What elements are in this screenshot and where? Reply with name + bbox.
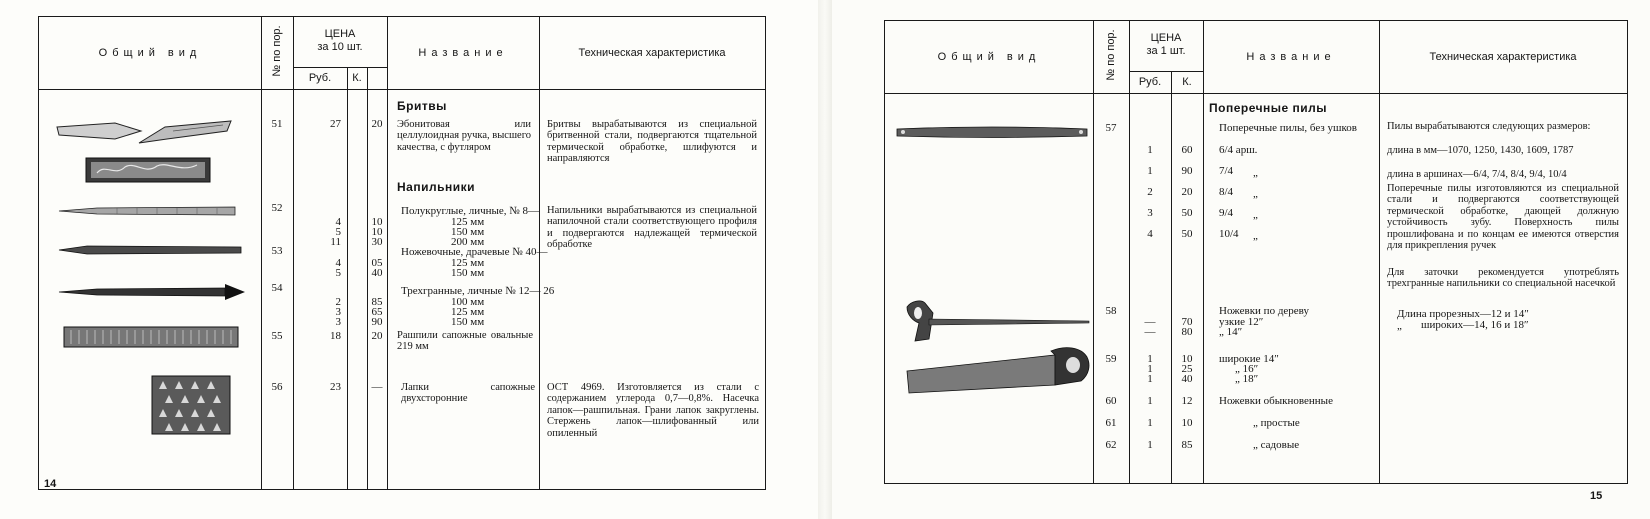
item-no-57: 57 (1105, 122, 1117, 134)
triangular-file-illustration (57, 283, 247, 301)
price-rub-55: 18 (330, 330, 341, 342)
price-rub-58b: — (1144, 326, 1156, 338)
col-header-general-view-right: Общий вид (937, 50, 1041, 63)
spec-sharpening: Для заточки рекомендуется употреблять трехгранные напильники со специальной насечкой (1387, 267, 1619, 290)
ditto-57d: „ (1253, 209, 1258, 221)
price-kop-57c: 20 (1181, 186, 1193, 198)
price-rub-62: 1 (1147, 439, 1153, 451)
item-no-60: 60 (1105, 395, 1117, 407)
price-kop-60: 12 (1181, 395, 1193, 407)
price-kop-51: 20 (371, 118, 383, 130)
item-no-62: 62 (1105, 439, 1117, 451)
price-rub-52a: 4 (335, 216, 341, 228)
size-57d: 9/4 (1219, 207, 1234, 219)
size-57b: 7/4 (1219, 165, 1234, 177)
price-rub-57a: 1 (1147, 144, 1153, 156)
col-header-spec-right: Техническая характеристика (1429, 50, 1577, 63)
item-name-57: Поперечные пилы, без ушков (1219, 122, 1357, 134)
col-header-name-right: Название (1246, 50, 1336, 63)
item-name-51: Эбонитовая или целлулоидная ручка, высшего качества, с футляром (397, 119, 531, 153)
spec-length-wide: широких—14, 16 и 18″ (1421, 319, 1529, 331)
size-52c: 200 мм (451, 236, 485, 248)
col-header-item-no-right: № по пор. (1105, 29, 1117, 81)
spec-lapki: ОСТ 4969. Изготовляется из стали с содержанием углерода 0,7—0,8%. Насечка лапок—рашпильная. Грани лапок закруглены. Стержень лапок—шлифованный или опиленный (547, 382, 759, 439)
size-58a: узкие 12″ (1219, 316, 1264, 328)
price-rub-59a: 1 (1147, 353, 1153, 365)
item-name-52: Полукруглые, личные, № 8— (401, 205, 540, 217)
item-no-54: 54 (271, 282, 283, 294)
col-header-general-view: Общий вид (98, 46, 202, 59)
price-rub-57b: 1 (1147, 165, 1153, 177)
spec-sizes-intro: Пилы вырабатываются следующих размеров: (1387, 121, 1591, 132)
size-52b: 150 мм (451, 226, 485, 238)
page-number-right: 15 (1590, 490, 1603, 502)
size-57a: 6/4 арш. (1219, 144, 1258, 156)
price-kop-53a: 05 (371, 257, 383, 269)
book-gutter (818, 0, 832, 519)
item-no-59: 59 (1105, 353, 1117, 365)
hacksaw-file-illustration (57, 244, 243, 256)
item-no-61: 61 (1105, 417, 1117, 429)
price-rub-53a: 4 (335, 257, 341, 269)
size-54c: 150 мм (451, 316, 485, 328)
item-name-54: Трехгранные, личные № 12— 26 (401, 285, 555, 297)
price-rub-52c: 11 (330, 236, 341, 248)
col-header-price-right (1129, 25, 1203, 65)
size-53a: 125 мм (451, 257, 485, 269)
price-rub-58a: — (1144, 316, 1156, 328)
price-label-right: ЦЕНА (1150, 32, 1182, 44)
price-label: ЦЕНА (324, 28, 356, 40)
price-kop-52a: 10 (371, 216, 383, 228)
spec-razors: Бритвы вырабатываются из специальной бритвенной стали, подвергаются тщательной термической обработке, шлифуются и направляются (547, 119, 757, 165)
price-rub-57c: 2 (1147, 186, 1153, 198)
item-name-58: Ножевки по дереву (1219, 305, 1309, 317)
col-header-kop: К. (352, 71, 362, 84)
price-kop-58b: 80 (1181, 326, 1193, 338)
item-no-51: 51 (271, 118, 283, 130)
item-no-56: 56 (271, 381, 283, 393)
item-no-58: 58 (1105, 305, 1117, 317)
size-54b: 125 мм (451, 306, 485, 318)
price-rub-57e: 4 (1147, 228, 1153, 240)
size-54a: 100 мм (451, 296, 485, 308)
right-page (832, 0, 1650, 519)
price-rub-59b: 1 (1147, 363, 1153, 375)
price-per-label: за 10 шт. (317, 41, 363, 53)
page-number-left: 14 (44, 478, 57, 490)
price-kop-52b: 10 (371, 226, 383, 238)
item-no-55: 55 (271, 330, 283, 342)
spec-sizes-mm: длина в мм—1070, 1250, 1430, 1609, 1787 (1387, 145, 1574, 156)
col-header-spec: Техническая характеристика (578, 46, 726, 59)
price-rub-54c: 3 (335, 316, 341, 328)
item-no-53: 53 (271, 245, 283, 257)
item-name-62: „ садовые (1253, 439, 1300, 451)
item-name-56: Лапки сапожные двухсторонние (401, 382, 535, 405)
ditto-57c: „ (1253, 188, 1258, 200)
rasp-illustration (63, 326, 239, 348)
price-kop-54b: 65 (371, 306, 383, 318)
price-per-label-right: за 1 шт. (1146, 45, 1186, 57)
section-title-crosscut: Поперечные пилы (1209, 101, 1328, 115)
price-rub-51: 27 (330, 118, 341, 130)
price-rub-56: 23 (330, 381, 341, 393)
price-kop-57d: 50 (1181, 207, 1193, 219)
price-rub-54a: 2 (335, 296, 341, 308)
col-header-item-no: № по пор. (271, 25, 283, 77)
col-header-rub: Руб. (308, 71, 332, 84)
right-table (884, 20, 1628, 484)
size-59c: „ 18″ (1235, 373, 1259, 385)
spec-length-wide-ditto: „ (1397, 320, 1402, 332)
razor-case-illustration (85, 157, 211, 183)
spec-sizes-arsh: длина в аршинах—6/4, 7/4, 8/4, 9/4, 10/4 (1387, 169, 1567, 180)
narrow-handsaw-illustration (903, 299, 1093, 343)
price-rub-59c: 1 (1147, 373, 1153, 385)
price-kop-57b: 90 (1181, 165, 1193, 177)
section-title-files: Напильники (397, 180, 475, 194)
price-kop-56: — (371, 381, 383, 393)
ditto-57e: „ (1253, 230, 1258, 242)
price-rub-60: 1 (1147, 395, 1153, 407)
size-52a: 125 мм (451, 216, 485, 228)
item-name-60: Ножевки обыкновенные (1219, 395, 1333, 407)
left-table (38, 16, 766, 490)
price-kop-53b: 40 (371, 267, 383, 279)
item-name-53: Ножевочные, драчевые № 40— (401, 246, 548, 258)
left-page (0, 0, 818, 519)
section-title-razors: Бритвы (397, 99, 447, 113)
half-round-file-illustration (57, 205, 237, 217)
price-kop-59b: 25 (1181, 363, 1193, 375)
price-kop-57a: 60 (1181, 144, 1193, 156)
price-rub-57d: 3 (1147, 207, 1153, 219)
price-kop-55: 20 (371, 330, 383, 342)
crosscut-saw-illustration (895, 123, 1089, 139)
shoe-lapki-illustration (151, 375, 231, 435)
razor-illustration (55, 117, 235, 153)
price-kop-61: 10 (1181, 417, 1193, 429)
price-kop-57e: 50 (1181, 228, 1193, 240)
size-53b: 150 мм (451, 267, 485, 279)
price-kop-59a: 10 (1181, 353, 1193, 365)
item-name-61: „ простые (1253, 417, 1300, 429)
size-59a: широкие 14″ (1219, 353, 1279, 365)
size-57c: 8/4 (1219, 186, 1234, 198)
col-header-kop-right: К. (1182, 75, 1192, 88)
col-header-price (293, 21, 387, 61)
col-header-name: Название (418, 46, 508, 59)
price-kop-54c: 90 (371, 316, 383, 328)
price-rub-52b: 5 (335, 226, 341, 238)
price-kop-54a: 85 (371, 296, 383, 308)
price-rub-54b: 3 (335, 306, 341, 318)
price-kop-59c: 40 (1181, 373, 1193, 385)
size-58b: „ 14″ (1219, 326, 1243, 338)
item-name-55: Рашпили сапожные овальные 219 мм (397, 330, 533, 353)
price-rub-61: 1 (1147, 417, 1153, 429)
spec-files: Напильники вырабатываются из специальной напилочной стали соответствующего профиля и подвергаются надлежащей термической обработке (547, 205, 757, 251)
wide-handsaw-illustration (905, 345, 1095, 395)
size-57e: 10/4 (1219, 228, 1239, 240)
spec-crosscut-desc: Поперечные пилы изготовляются из специальной стали и подвергаются соответствующей термической обработке, дающей должную устойчивость зубу. Поверхность пилы прошлифована и по концам ее имеются отверстия для прикрепления ручек (1387, 183, 1619, 252)
price-kop-52c: 30 (371, 236, 383, 248)
col-header-rub-right: Руб. (1138, 75, 1162, 88)
ditto-57b: „ (1253, 167, 1258, 179)
item-no-52: 52 (271, 202, 283, 214)
price-rub-53b: 5 (335, 267, 341, 279)
price-kop-58a: 70 (1181, 316, 1193, 328)
price-kop-62: 85 (1181, 439, 1193, 451)
spec-length-narrow: Длина прорезных—12 и 14″ (1397, 308, 1529, 320)
size-59b: „ 16″ (1235, 363, 1259, 375)
